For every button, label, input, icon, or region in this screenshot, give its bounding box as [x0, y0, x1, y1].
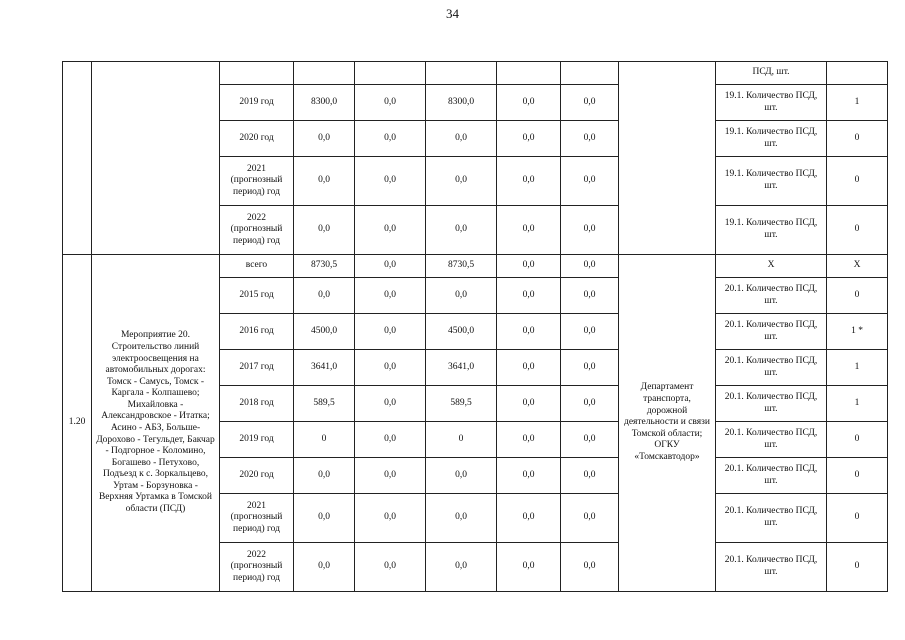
- amount-cell: 0: [294, 422, 355, 458]
- amount-cell: 0,0: [294, 206, 355, 255]
- period-cell: 2020 год: [220, 121, 294, 157]
- indicator-cell: 20.1. Количество ПСД, шт.: [716, 494, 827, 543]
- count-cell: 1: [827, 386, 888, 422]
- amount-cell: 0,0: [426, 543, 497, 592]
- count-cell: 1: [827, 350, 888, 386]
- period-cell: 2015 год: [220, 278, 294, 314]
- measure-title-cell: Мероприятие 20. Строительство линий электроосвещения на автомобильных дорогах: Томск - Самусь, Томск - Каргала - Колпашево; Михайловка - Александровское - Итатка; Асино - АБЗ, Больше-Дорохово - Тегульдет, Бакчар - Подгорное - Коломино, Богашево - Петухово, Подъезд к с. Зоркальцево, Уртам - Борзуновка - Верхняя Уртамка в Томской области (ПСД): [92, 255, 220, 592]
- amount-cell: 0,0: [497, 121, 561, 157]
- amount-cell: 0,0: [497, 85, 561, 121]
- indicator-cell: 19.1. Количество ПСД, шт.: [716, 85, 827, 121]
- amount-cell: 0,0: [426, 278, 497, 314]
- amount-cell: [497, 62, 561, 85]
- amount-cell: 0,0: [497, 543, 561, 592]
- amount-cell: 0,0: [561, 543, 619, 592]
- executor-cell: [619, 62, 716, 255]
- table-row: [63, 62, 888, 85]
- count-cell: 1 *: [827, 314, 888, 350]
- amount-cell: 0,0: [294, 121, 355, 157]
- amount-cell: 0,0: [294, 157, 355, 206]
- amount-cell: 0,0: [294, 494, 355, 543]
- amount-cell: 0,0: [426, 494, 497, 543]
- table-row: [63, 255, 888, 278]
- amount-cell: 0,0: [561, 458, 619, 494]
- amount-cell: 0,0: [294, 278, 355, 314]
- amount-cell: 0,0: [561, 386, 619, 422]
- amount-cell: [294, 62, 355, 85]
- count-cell: 0: [827, 157, 888, 206]
- amount-cell: 8300,0: [294, 85, 355, 121]
- amount-cell: 589,5: [294, 386, 355, 422]
- measure-title-cell: [92, 62, 220, 255]
- amount-cell: 8730,5: [294, 255, 355, 278]
- count-cell: 0: [827, 458, 888, 494]
- executor-cell: Департамент транспорта, дорожной деятельности и связи Томской области; ОГКУ «Томскавтодор»: [619, 255, 716, 592]
- period-cell: 2018 год: [220, 386, 294, 422]
- amount-cell: 0,0: [355, 157, 426, 206]
- amount-cell: 0,0: [355, 543, 426, 592]
- indicator-cell: 19.1. Количество ПСД, шт.: [716, 121, 827, 157]
- amount-cell: 0,0: [561, 157, 619, 206]
- indicator-cell: 20.1. Количество ПСД, шт.: [716, 458, 827, 494]
- row-number-cell: [63, 62, 92, 255]
- indicator-cell: 20.1. Количество ПСД, шт.: [716, 386, 827, 422]
- amount-cell: [426, 62, 497, 85]
- period-cell: 2017 год: [220, 350, 294, 386]
- period-cell: 2021 (прогнозный период) год: [220, 157, 294, 206]
- amount-cell: 0: [426, 422, 497, 458]
- period-cell: 2022 (прогнозный период) год: [220, 206, 294, 255]
- amount-cell: 0,0: [497, 422, 561, 458]
- amount-cell: 0,0: [497, 350, 561, 386]
- amount-cell: 589,5: [426, 386, 497, 422]
- amount-cell: 0,0: [294, 458, 355, 494]
- amount-cell: 0,0: [426, 458, 497, 494]
- indicator-cell: Х: [716, 255, 827, 278]
- indicator-cell: ПСД, шт.: [716, 62, 827, 85]
- amount-cell: [355, 62, 426, 85]
- amount-cell: 8300,0: [426, 85, 497, 121]
- count-cell: 0: [827, 206, 888, 255]
- count-cell: 0: [827, 494, 888, 543]
- amount-cell: 0,0: [355, 278, 426, 314]
- amount-cell: 0,0: [355, 206, 426, 255]
- period-cell: 2019 год: [220, 422, 294, 458]
- amount-cell: 0,0: [561, 255, 619, 278]
- row-number-cell: 1.20: [63, 255, 92, 592]
- amount-cell: 0,0: [561, 85, 619, 121]
- count-cell: 0: [827, 422, 888, 458]
- amount-cell: 0,0: [561, 494, 619, 543]
- amount-cell: 0,0: [561, 278, 619, 314]
- amount-cell: 4500,0: [426, 314, 497, 350]
- count-cell: Х: [827, 255, 888, 278]
- amount-cell: [561, 62, 619, 85]
- amount-cell: 0,0: [561, 121, 619, 157]
- amount-cell: 0,0: [497, 314, 561, 350]
- amount-cell: 0,0: [561, 206, 619, 255]
- amount-cell: 0,0: [355, 85, 426, 121]
- amount-cell: 0,0: [355, 350, 426, 386]
- amount-cell: 0,0: [561, 314, 619, 350]
- amount-cell: 0,0: [497, 494, 561, 543]
- count-cell: 1: [827, 85, 888, 121]
- indicator-cell: 20.1. Количество ПСД, шт.: [716, 314, 827, 350]
- amount-cell: 0,0: [497, 157, 561, 206]
- count-cell: 0: [827, 278, 888, 314]
- period-cell: 2016 год: [220, 314, 294, 350]
- amount-cell: 0,0: [497, 278, 561, 314]
- amount-cell: 0,0: [426, 206, 497, 255]
- amount-cell: 0,0: [355, 458, 426, 494]
- count-cell: 0: [827, 543, 888, 592]
- indicator-cell: 20.1. Количество ПСД, шт.: [716, 350, 827, 386]
- amount-cell: 0,0: [497, 255, 561, 278]
- count-cell: 0: [827, 121, 888, 157]
- amount-cell: 0,0: [426, 157, 497, 206]
- amount-cell: 0,0: [497, 458, 561, 494]
- amount-cell: 3641,0: [426, 350, 497, 386]
- period-cell: [220, 62, 294, 85]
- indicator-cell: 20.1. Количество ПСД, шт.: [716, 278, 827, 314]
- amount-cell: 0,0: [497, 386, 561, 422]
- amount-cell: 0,0: [355, 255, 426, 278]
- indicator-cell: 19.1. Количество ПСД, шт.: [716, 206, 827, 255]
- amount-cell: 0,0: [355, 314, 426, 350]
- amount-cell: 8730,5: [426, 255, 497, 278]
- amount-cell: 0,0: [355, 494, 426, 543]
- indicator-cell: 20.1. Количество ПСД, шт.: [716, 543, 827, 592]
- amount-cell: 0,0: [294, 543, 355, 592]
- amount-cell: 0,0: [497, 206, 561, 255]
- period-cell: всего: [220, 255, 294, 278]
- amount-cell: 0,0: [561, 350, 619, 386]
- indicator-cell: 20.1. Количество ПСД, шт.: [716, 422, 827, 458]
- period-cell: 2020 год: [220, 458, 294, 494]
- amount-cell: 3641,0: [294, 350, 355, 386]
- amount-cell: 0,0: [561, 422, 619, 458]
- amount-cell: 4500,0: [294, 314, 355, 350]
- period-cell: 2022 (прогнозный период) год: [220, 543, 294, 592]
- amount-cell: 0,0: [355, 121, 426, 157]
- period-cell: 2019 год: [220, 85, 294, 121]
- amount-cell: 0,0: [355, 422, 426, 458]
- count-cell: [827, 62, 888, 85]
- amount-cell: 0,0: [355, 386, 426, 422]
- period-cell: 2021 (прогнозный период) год: [220, 494, 294, 543]
- indicator-cell: 19.1. Количество ПСД, шт.: [716, 157, 827, 206]
- budget-table: [62, 61, 888, 592]
- page-number: 34: [446, 6, 459, 21]
- amount-cell: 0,0: [426, 121, 497, 157]
